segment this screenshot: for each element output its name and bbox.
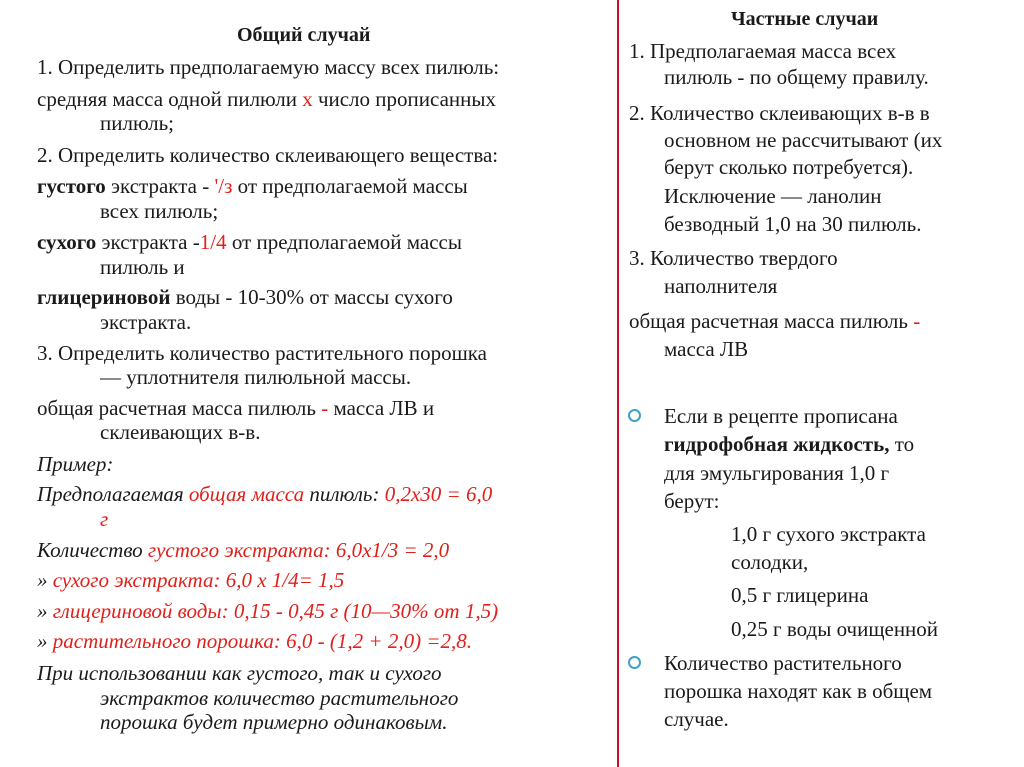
b2-line-1: Количество растительного xyxy=(664,651,902,675)
b1-line-7: 0,5 г глицерина xyxy=(731,583,869,607)
special-cases-heading: Частные случаи xyxy=(731,8,879,30)
r-line-10: общая расчетная масса пилюль - xyxy=(629,309,921,333)
b1-line-2: гидрофобная жидкость, то xyxy=(664,432,915,456)
thick-extract-line: густого экстракта - '/з от предполагаемой массы xyxy=(37,174,468,198)
r-line-5: берут сколько потребуется). xyxy=(664,155,914,179)
r-line-9: наполнителя xyxy=(664,274,778,298)
r-line-7: безводный 1,0 на 30 пилюль. xyxy=(664,212,922,236)
r-line-3: 2. Количество склеивающих в-в в xyxy=(629,101,930,125)
b1-line-6: солодки, xyxy=(731,550,809,574)
general-case-heading: Общий случай xyxy=(237,24,371,46)
note-line-1: При использовании как густого, так и сухого xyxy=(37,661,442,685)
glycerin-line: глицериновой воды - 10-30% от массы сухого xyxy=(37,285,453,309)
example-line-1: Предполагаемая общая масса пилюль: 0,2х30 = 6,0 xyxy=(37,482,493,506)
bullet-icon xyxy=(628,656,641,669)
total-mass-line: общая расчетная масса пилюль - масса ЛВ и xyxy=(37,396,435,420)
b1-line-4: берут: xyxy=(664,489,720,513)
example-line-2: Количество густого экстракта: 6,0х1/3 = 2,0 xyxy=(37,538,450,562)
b2-line-2: порошка находят как в общем xyxy=(664,679,933,703)
step-3-cont: — уплотнителя пилюльной массы. xyxy=(100,365,412,389)
r-line-2: пилюль - по общему правилу. xyxy=(664,65,929,89)
example-line-1-unit: г xyxy=(100,507,109,531)
dry-extract-line: сухого экстракта -1/4 от предполагаемой массы xyxy=(37,230,462,254)
step-3-line: 3. Определить количество растительного порошка xyxy=(37,341,487,365)
r-line-4: основном не рассчитывают (их xyxy=(664,128,943,152)
mass-formula-line: средняя масса одной пилюли х число прописанных xyxy=(37,87,496,111)
example-line-3: » сухого экстракта: 6,0 х 1/4= 1,5 xyxy=(37,568,345,592)
note-line-2: экстрактов количество растительного xyxy=(100,686,459,710)
r-line-8: 3. Количество твердого xyxy=(629,246,838,270)
thick-extract-cont: всех пилюль; xyxy=(100,199,219,223)
example-title: Пример: xyxy=(37,452,114,476)
step-1-line: 1. Определить предполагаемую массу всех пилюль: xyxy=(37,55,500,79)
example-line-5: » растительного порошка: 6,0 - (1,2 + 2,0) =2,8. xyxy=(37,629,472,653)
mass-formula-cont: пилюль; xyxy=(100,111,175,135)
step-2-line: 2. Определить количество склеивающего вещества: xyxy=(37,143,499,167)
r-line-1: 1. Предполагаемая масса всех xyxy=(629,39,897,63)
special-cases-column xyxy=(621,0,1024,767)
total-mass-cont: склеивающих в-в. xyxy=(100,420,261,444)
b2-line-3: случае. xyxy=(664,707,729,731)
r-line-6: Исключение — ланолин xyxy=(664,184,882,208)
b1-line-8: 0,25 г воды очищенной xyxy=(731,617,939,641)
example-line-4: » глицериновой воды: 0,15 - 0,45 г (10—30% от 1,5) xyxy=(37,599,499,623)
dry-extract-cont: пилюль и xyxy=(100,255,185,279)
r-line-11: масса ЛВ xyxy=(664,337,749,361)
b1-line-5: 1,0 г сухого экстракта xyxy=(731,522,926,546)
b1-line-1: Если в рецепте прописана xyxy=(664,404,898,428)
column-divider xyxy=(617,0,619,767)
glycerin-cont: экстракта. xyxy=(100,310,192,334)
note-line-3: порошка будет примерно одинаковым. xyxy=(100,710,448,734)
bullet-icon xyxy=(628,409,641,422)
b1-line-3: для эмульгирования 1,0 г xyxy=(664,461,890,485)
